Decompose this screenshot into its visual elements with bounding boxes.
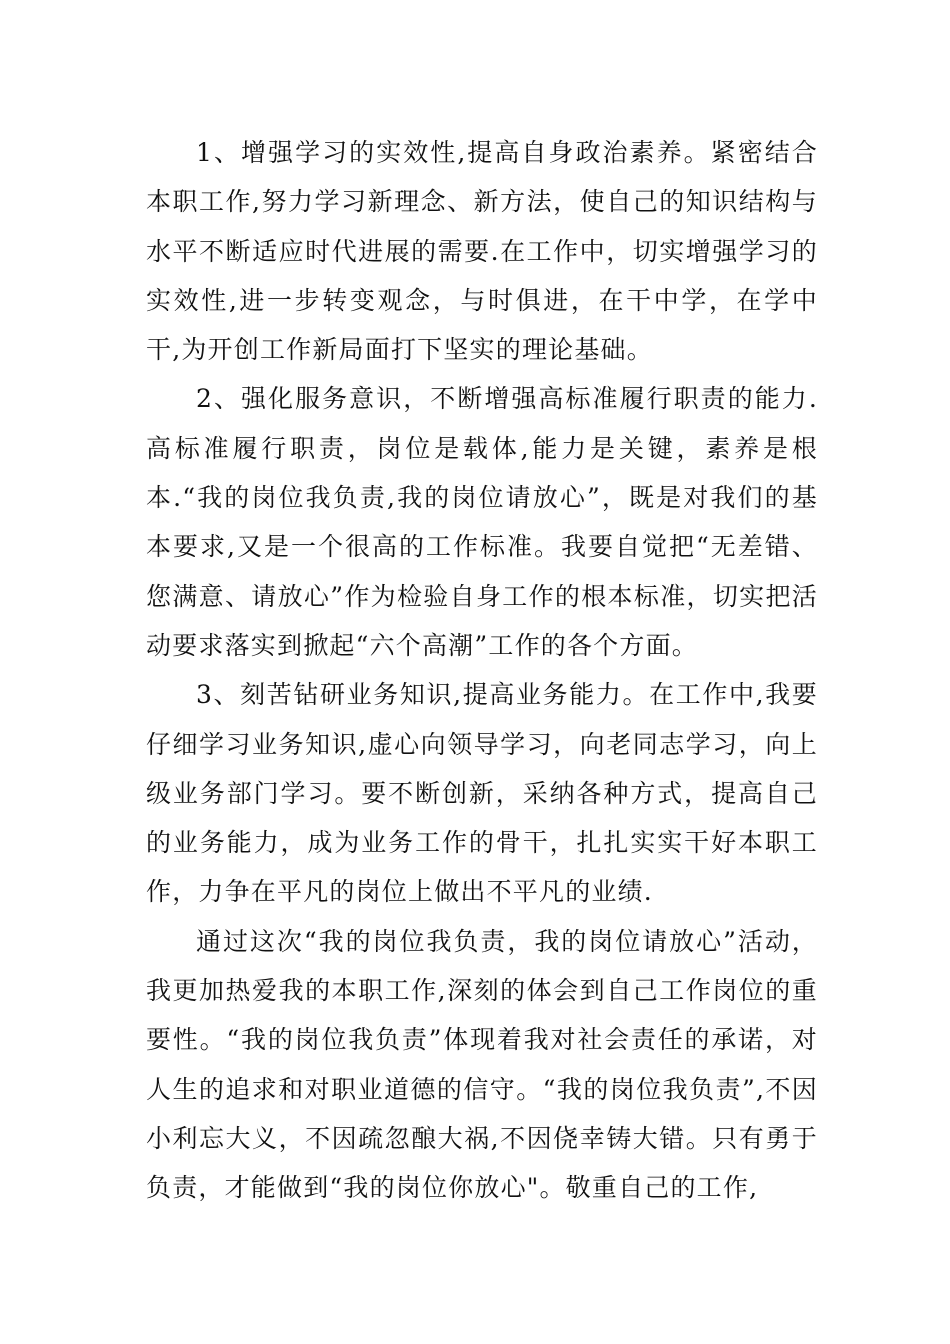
paragraph-conclusion: 通过这次“我的岗位我负责，我的岗位请放心”活动，我更加热爱我的本职工作,深刻的体会到自己工作岗位的重要性。“我的岗位我负责”体现着我对社会责任的承诺，对人生的追求和对职业道德的信守。“我的岗位我负责”,不因小利忘大义，不因疏忽酿大祸,不因侥幸铸大错。只有勇于负责，才能做到“我的岗位你放心"。敬重自己的工作,: [146, 926, 818, 1203]
paragraph-study: 1、增强学习的实效性,提高自身政治素养。紧密结合本职工作,努力学习新理念、新方法，使自己的知识结构与水平不断适应时代进展的需要.在工作中，切实增强学习的实效性,进一步转变观念，与时俱进，在干中学，在学中干,为开创工作新局面打下坚实的理论基础。: [146, 138, 818, 365]
paragraph-service: 2、强化服务意识，不断增强高标准履行职责的能力.高标准履行职责，岗位是载体,能力是关键，素养是根本.“我的岗位我负责,我的岗位请放心”，既是对我们的基本要求,又是一个很高的工作标准。我要自觉把“无差错、您满意、请放心”作为检验自身工作的根本标准，切实把活动要求落实到掀起“六个高潮”工作的各个方面。: [146, 384, 818, 660]
document-body: [146, 128, 818, 1213]
paragraph-business: 3、刻苦钻研业务知识,提高业务能力。在工作中,我要仔细学习业务知识,虚心向领导学习，向老同志学习，向上级业务部门学习。要不断创新，采纳各种方式，提高自己的业务能力，成为业务工作的骨干，扎扎实实干好本职工作，力争在平凡的岗位上做出不平凡的业绩.: [146, 680, 818, 907]
